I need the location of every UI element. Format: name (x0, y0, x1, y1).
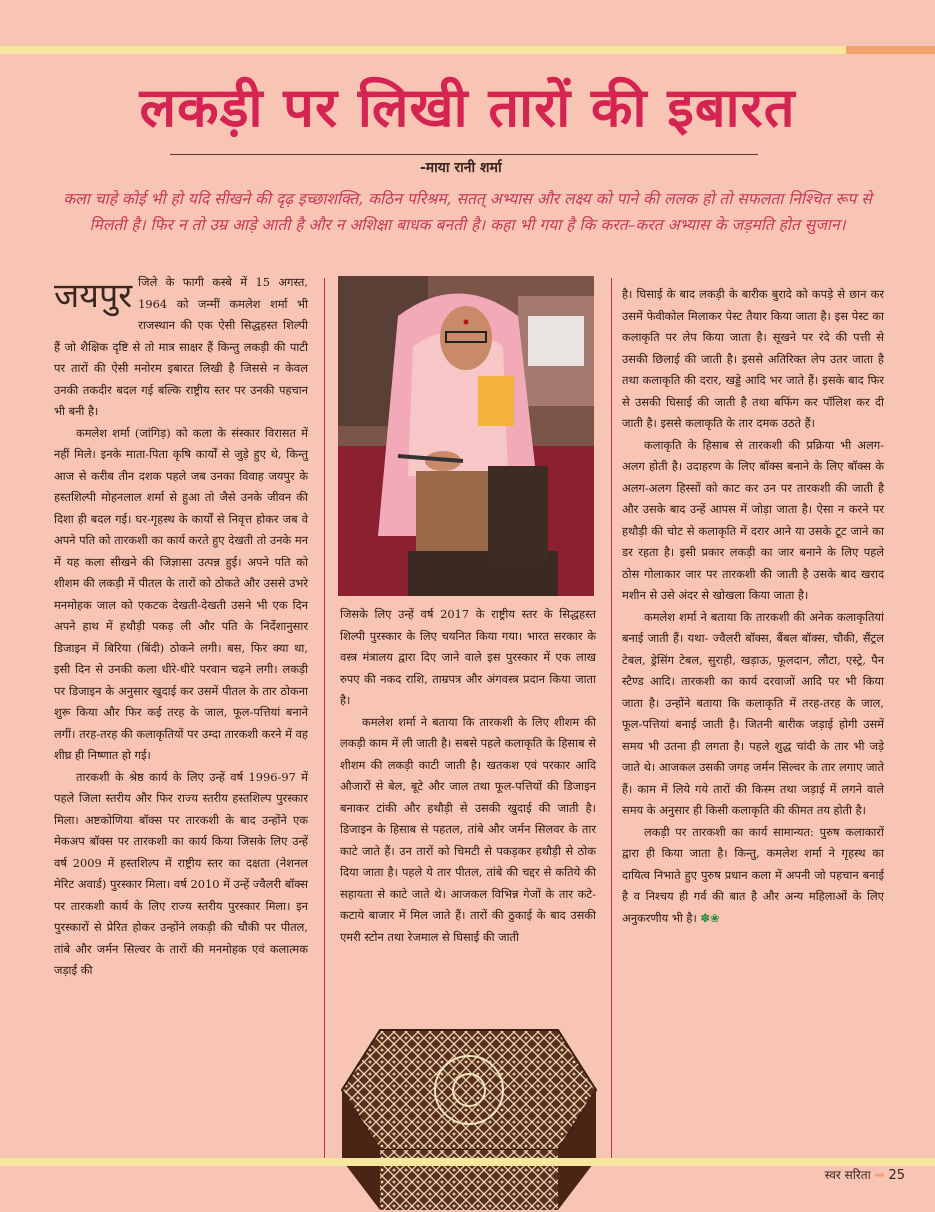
article-title: लकड़ी पर लिखी तारों की इबारत (139, 76, 796, 139)
paragraph: तारकशी के श्रेष्ठ कार्य के लिए उन्हें वर्ष 1996-97 में पहले जिला स्तरीय और फिर राज्य स्तरीय हस्तशिल्प पुरस्कार मिला। अष्टकोणिया बॉक्स पर तारकशी के बाद उन्होंने एक मेकअप बॉक्स पर तारकशी का कार्य किया जिसके लिए उन्हें वर्ष 2009 में हस्तशिल्प में राष्ट्रीय स्तर का दक्षता (नेशनल मेरिट अवार्ड) पुरस्कार मिला। वर्ष 2010 में उन्हें ज्वैलरी बॉक्स पर तारकशी कार्य के लिए राज्य स्तरीय पुरस्कार मिला। इन पुरस्कारों से प्रेरित होकर उन्होंने लकड़ी की चौकी पर पीतल, तांबे और जर्मन सिल्वर के तारों की मनमोहक एवं कलात्मक जड़ाई की (54, 769, 308, 977)
article-intro: कला चाहे कोई भी हो यदि सीखने की दृढ़ इच्छाशक्ति, कठिन परिश्रम, सतत् अभ्यास और लक्ष्य को पाने की ललक हो तो सफलता निश्चित रूप से मिलती है। फिर न तो उम्र आड़े आती है और न अशिक्षा बाधक बनती है। कहा भी गया है कि करत–करत अभ्यास के जड़मति होत सुजान। (63, 190, 872, 234)
top-rule (0, 46, 935, 54)
paragraph: कमलेश शर्मा ने बताया कि तारकशी के लिए शीशम की लकड़ी काम में ली जाती है। सबसे पहले कलाकृति के हिसाब से शीशम की लकड़ी काटी जाती है। खतकश एवं परकार आदि औजारों से बेल, बूटे और जाल तथा फूल-पत्तियों की डिजाइन बनाकर टांकी और हथौड़ी से उसकी खुदाई की जाती है। डिजाइन के हिसाब से पहतल, तांबे और जर्मन सिलवर के तार काटे जाते हैं। उन तारों को चिमटी से पकड़कर हथौड़ी से ठोक दिया जाता है। पहले ये तार पीतल, तांबे की चद्दर से कतिये की सहायता से काटे जाते थे। आजकल विभिन्न गेजों के तार कटे-कटाये बाजार में मिल जाते हैं। तारों की ठुकाई के बाद उसकी एमरी स्टोन तथा रेजमाल से घिसाई की जाती (340, 714, 596, 944)
page-footer (825, 1166, 905, 1183)
bottom-rule (0, 1158, 935, 1166)
paragraph: कमलेश शर्मा ने बताया कि तारकशी की अनेक कलाकृतियां बनाई जाती हैं। यथा- ज्वैलरी बॉक्स, बैंबल बॉक्स, चौकी, सैंट्रल टेबल, ड्रेसिंग टेबल, सुराही, खड़ाऊ, फूलदान, लौटा, एस्ट्रे, पैन स्टैण्ड आदि। तारकशी का कार्य दरवाजों आदि पर भी किया जाता है। उन्होंने बताया कि कलाकृति में तरह-तरह के जाल, फूल-पत्तियां बनाई जाती है। जितनी बारीक जड़ाई होगी उसमें समय भी उतना ही लगता है। पहले शुद्ध चांदी के तार भी जड़े जाते थे। आजकल उसकी जगह जर्मन सिल्वर के तार लगाए जाते हैं। काम में लिये गये तारों की किस्म तथा जड़ाई में लगने वाले समय के अनुसार ही किसी कलाकृति की कीमत तय होती है। (622, 609, 884, 817)
paragraph: है। घिसाई के बाद लकड़ी के बारीक बुरादे को कपड़े से छान कर उसमें फेवीकोल मिलाकर पेस्ट तैयार किया जाता है। इस पेस्ट का कलाकृति पर लेप किया जाता है। सूखने पर रंदे की पत्ती से उसकी छिलाई की जाती है। इससे अतिरिक्त लेप उतर जाता है तथा कलाकृति की दरार, खड्डे आदि भर जाते हैं। इसके बाद फिर से उसकी घिसाई की जाती है तथा बफिंग कर पॉलिश कर दी जाती है। इससे कलाकृति के तार दमक उठते हैं। (622, 287, 884, 430)
magazine-name: स्वर सरिता (824, 1168, 871, 1182)
column-divider (611, 278, 612, 1158)
arrow-icon: ➡ (874, 1168, 885, 1182)
dropcap-word: जयपुर (54, 276, 133, 316)
paragraph: लकड़ी पर तारकशी का कार्य सामान्यत: पुरुष कलाकारों द्वारा ही किया जाता है। किन्तु, कमलेश शर्मा ने गृहस्थ का दायित्व निभाते हुए पुरुष प्रधान कला में अपनी जो पहचान बनाई है व निश्चय ही गर्व की बात है और अन्य महिलाओं के लिए अनुकरणीय भी है। ✽❀ (622, 824, 884, 925)
title-underline (170, 154, 758, 155)
paragraph: कलाकृति के हिसाब से तारकशी की प्रक्रिया भी अलग-अलग होती है। उदाहरण के लिए बॉक्स बनाने के लिए बॉक्स के अलग-अलग हिस्सों को काट कर उन पर तारकशी की जाती है और उसके बाद उन्हें आपस में जोड़ा जाता है। ऐसा न करने पर हथौड़ी की चोट से कलाकृति में दरार आने या उसके टूट जाने का डर रहता है। इसी प्रकार लकड़ी का जार बनाने के लिए पहले ठोस गोलाकार जार पर तारकशी की जाती है उसके बाद खराद मशीन से उसे अंदर से खोखला किया जाता है। (622, 437, 884, 602)
column-3 (622, 284, 884, 929)
artisan-illustration (338, 276, 594, 596)
end-mark-icon: ✽❀ (700, 910, 720, 925)
paragraph: जिसके लिए उन्हें वर्ष 2017 के राष्ट्रीय स्तर के सिद्धहस्त शिल्पी पुरस्कार के लिए चयनित किया गया। भारत सरकार के वस्त्र मंत्रालय द्वारा दिए जाने वाले इस पुरस्कार में एक लाख रुपए की नकद राशि, ताम्रपत्र और अंगवस्त्र प्रदान किया जाता है। (340, 607, 596, 707)
column-2 (340, 604, 596, 948)
inlay-box-illustration (340, 1020, 598, 1210)
top-rule-accent (846, 46, 935, 54)
inlay-box-photo (340, 1020, 598, 1210)
column-1 (54, 272, 308, 982)
page-number: 25 (888, 1168, 905, 1183)
article-author: -माया रानी शर्मा (420, 160, 502, 176)
column-divider (324, 278, 325, 1158)
paragraph: कमलेश शर्मा (जांगिड़) को कला के संस्कार विरासत में नहीं मिले। इनके माता-पिता कृषि कार्यों से जुड़े हुए थे, किन्तु आज से करीब तीन दशक पहले जब उनका विवाह जयपुर के हस्तशिल्पी मोहनलाल शर्मा से हुआ तो जैसे उनके जीवन की दिशा ही बदल गई। घर-गृहस्थ के कार्यों से निवृत्त होकर जब वे अपने पति को तारकशी का कार्य करते हुए देखती तो उनके मन में यह कला सीखने की जिज्ञासा उत्पन्न हुई। अपने पति को शीशम की लकड़ी में पीतल के तारों को ठोकते और उससे उभरे मनमोहक जाल को एकटक देखती-देखती उसने भी एक दिन अपने हाथ में हथौड़ी पकड़ ली और पति के निर्देशानुसार डिजाइन में बिरिया (बिंदी) ठोकने लगी। बस, फिर क्या था, इसी दिन से उनकी कला धीरे-धीरे परवान चढ़ने लगी। लकड़ी पर डिजाइन के अनुसार खुदाई कर उसमें पीतल के तार ठोकना शुरू किया और फिर कई तरह के जाल, फूल-पत्तियां बनाने लगीं। तरह-तरह की कलाकृतियों पर उम्दा तारकशी करने में वह शीघ्र ही निष्णात हो गई। (54, 425, 308, 762)
paragraph: जयपुर जिले के फागी कस्बे में 15 अगस्त, 1964 को जन्मीं कमलेश शर्मा भी राजस्थान की एक ऐसी सिद्धहस्त शिल्पी हैं जो शैक्षिक दृष्टि से तो मात्र साक्षर हैं किन्तु लकड़ी की पाटी पर तारों की ऐसी मनोरम इबारत लिखी है जिससे न केवल उनकी तकदीर बदल गई बल्कि राष्ट्रीय स्तर पर उनकी पहचान भी बनी है। (54, 275, 308, 418)
artisan-photo (338, 276, 594, 596)
